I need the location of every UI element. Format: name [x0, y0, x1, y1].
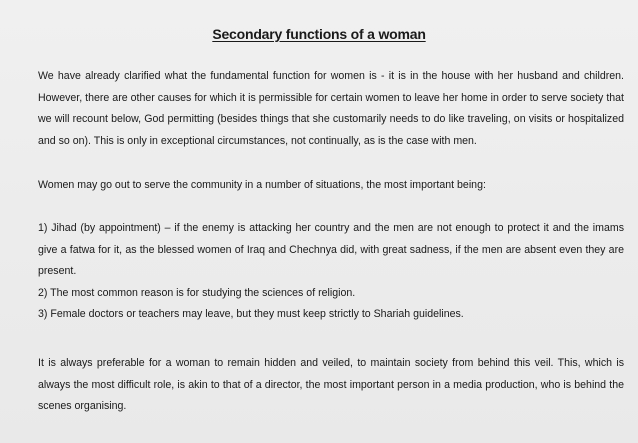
situations-paragraph: Women may go out to serve the community in a number of situations, the most important being: — [38, 179, 486, 191]
list-item-jihad: 1) Jihad (by appointment) – if the enemy is attacking her country and the men are not enough to protect it and the imams give a fatwa for it, as the blessed women of Iraq and Chechnya did, with great sadness, if the men are absent even they are present. — [38, 222, 624, 277]
list-item-religion: 2) The most common reason is for studying the sciences of religion. — [38, 286, 356, 299]
list-item-doctors-teachers: 3) Female doctors or teachers may leave, but they must keep strictly to Shariah guidelines. — [38, 308, 464, 320]
document-title: Secondary functions of a woman — [212, 26, 426, 42]
situations-list — [38, 218, 624, 326]
closing-paragraph: It is always preferable for a woman to remain hidden and veiled, to maintain society from behind this veil. This, which is always the most difficult role, is akin to that of a director, the most important person in a media production, who is behind the scenes organising. — [38, 357, 624, 412]
intro-paragraph: We have already clarified what the fundamental function for women is - it is in the house with her husband and children. However, there are other causes for which it is permissible for certain women to leave her home in order to serve society that we will recount below, God permitting (besides things that she customarily needs to do like traveling, on visits or hospitalized and so on). This is only in exceptional circumstances, not continually, as is the case with men. — [38, 70, 624, 147]
